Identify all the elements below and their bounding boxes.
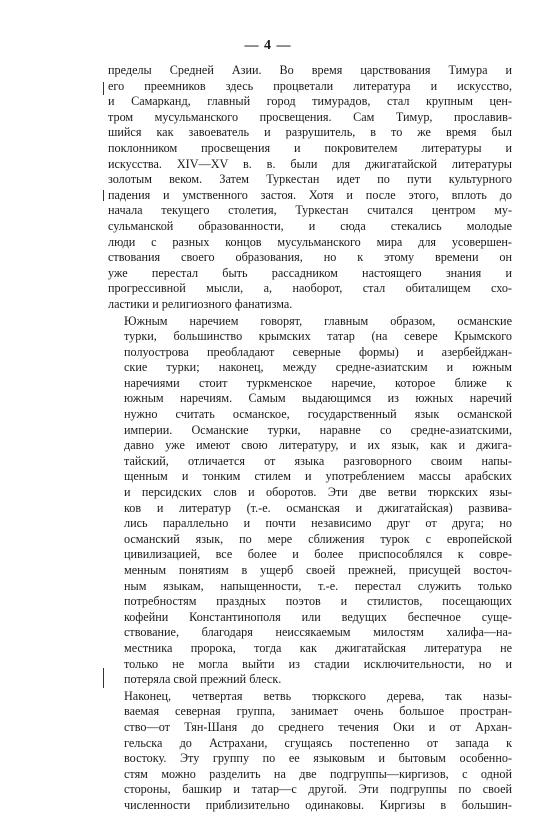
margin-mark <box>103 668 104 688</box>
text-line: шийся как завоеватель и разрушитель, в то же время был <box>108 125 512 140</box>
body-text <box>108 63 512 814</box>
text-line: востоку. Эту группу по ее языковым и бытовым особенно- <box>124 751 512 766</box>
text-line: стям можно разделить на две подгруппы—киргизов, с одной <box>124 766 512 781</box>
paragraph-3 <box>108 689 512 814</box>
text-line: давно уже имеют свою литературу, и их язык, как и джига- <box>124 438 512 453</box>
text-line: наречиями стоит туркменское наречие, которое ближе к <box>124 375 512 390</box>
text-line: османский язык, по мере сближения турок с европейской <box>124 531 512 546</box>
text-line: поклонником просвещения и покровителем литературы и <box>108 140 512 155</box>
margin-mark <box>103 82 104 95</box>
text-line: лись параллельно и почти независимо друг от друга; но <box>124 516 512 531</box>
text-line: потеряла свой прежний блеск. <box>124 672 282 687</box>
text-line: стороны, башкир и татар—с другой. Эти подгруппы по своей <box>124 782 512 797</box>
text-line: цивилизацией, все более и более приспособлялся к совре- <box>124 547 512 562</box>
text-line: щенным и тонким стилем и употреблением массы арабских <box>124 469 512 484</box>
paragraph-1 <box>108 63 512 313</box>
text-line: золотым веком. Затем Туркестан идет по пути культурного <box>108 172 512 187</box>
text-line: менным понятиям в ущерб своей прежней, присущей восточ- <box>124 563 512 577</box>
text-line: численности приблизительно одинаковы. Киргизы в большин- <box>124 797 512 812</box>
text-line: искусства. XIV—XV в. в. были для джигатайской литературы <box>108 156 512 171</box>
text-line: только не могла выйти из стадии исключительности, но и <box>124 656 512 671</box>
text-line: ствование, благодаря неиссякаемым милостям халифа—на- <box>124 625 512 640</box>
text-line: сульманской образованности, и сюда стекались молодые <box>108 218 512 233</box>
text-line: ство—от Тян-Шаня до среднего течения Оки и от Архан- <box>124 719 512 734</box>
text-line: и Самарканд, главный город тимурадов, стал крупным цен- <box>108 94 512 109</box>
text-line: ваемая северная группа, занимает очень большое простран- <box>124 704 512 719</box>
text-line: турки, большинство крымских татар (на севере Крымского <box>124 329 512 344</box>
text-line: ным языкам, напыщенности, т.-е. перестал служить только <box>124 578 512 593</box>
text-line: Южным наречием говорят, главным образом, османские <box>124 313 512 328</box>
text-line: ластики и религиозного фанатизма. <box>108 296 293 311</box>
text-line: пределы Средней Азии. Во время царствования Тимура и <box>108 63 512 77</box>
text-line: Наконец, четвертая ветвь тюркского дерева, так назы- <box>124 688 512 703</box>
text-line: южным наречиям. Самым выдающимся из южных наречий <box>124 391 512 406</box>
text-line: падения и умственного застоя. Хотя и после этого, вплоть до <box>108 187 512 202</box>
text-line: люди с разных концов мусульманского мира для усовершен- <box>108 234 512 249</box>
text-line: начала текущего столетия, Туркестан считался центром му- <box>108 203 512 218</box>
text-line: кофейни Константинополя или ведущих беспечное суще- <box>124 609 512 624</box>
text-line: уже перестал быть рассадником настоящего знания и <box>108 265 512 280</box>
paragraph-2 <box>108 314 512 688</box>
text-line: и персидских слов и оборотов. Эти две ветви тюркских язы- <box>124 485 512 500</box>
text-line: тайский, отличается от языка разговорного своим напы- <box>124 453 512 468</box>
text-line: потребностям праздных поэтов и стилистов, посещающих <box>124 594 512 609</box>
text-line: ствования своего образования, но к этому времени он <box>108 250 512 265</box>
margin-mark <box>103 190 104 201</box>
text-line: ские турки; наконец, между средне-азиатским и южным <box>124 360 512 375</box>
text-line: местника пророка, тогда как джигатайская литература не <box>124 640 512 655</box>
text-line: империи. Османские турки, наравне со средне-азиатскими, <box>124 422 512 437</box>
text-line: тром мусульманского просвещения. Сам Тимур, прославив- <box>108 109 512 124</box>
page-number: — 4 — <box>244 38 292 53</box>
text-line: гельска до Астрахани, сгущаясь постепенно от запада к <box>124 735 512 750</box>
text-line: ков и литератур (т.-е. османская и джигатайская) развива- <box>124 500 512 515</box>
text-line: нужно считать османское, государственный язык османской <box>124 407 512 422</box>
text-line: полуострова преобладают северные формы) и азербейджан- <box>124 344 512 359</box>
text-line: прогрессивной мысли, а, наоборот, стал обиталищем схо- <box>108 281 512 296</box>
text-line: его преемников здесь процветали литература и искусство, <box>108 78 512 93</box>
